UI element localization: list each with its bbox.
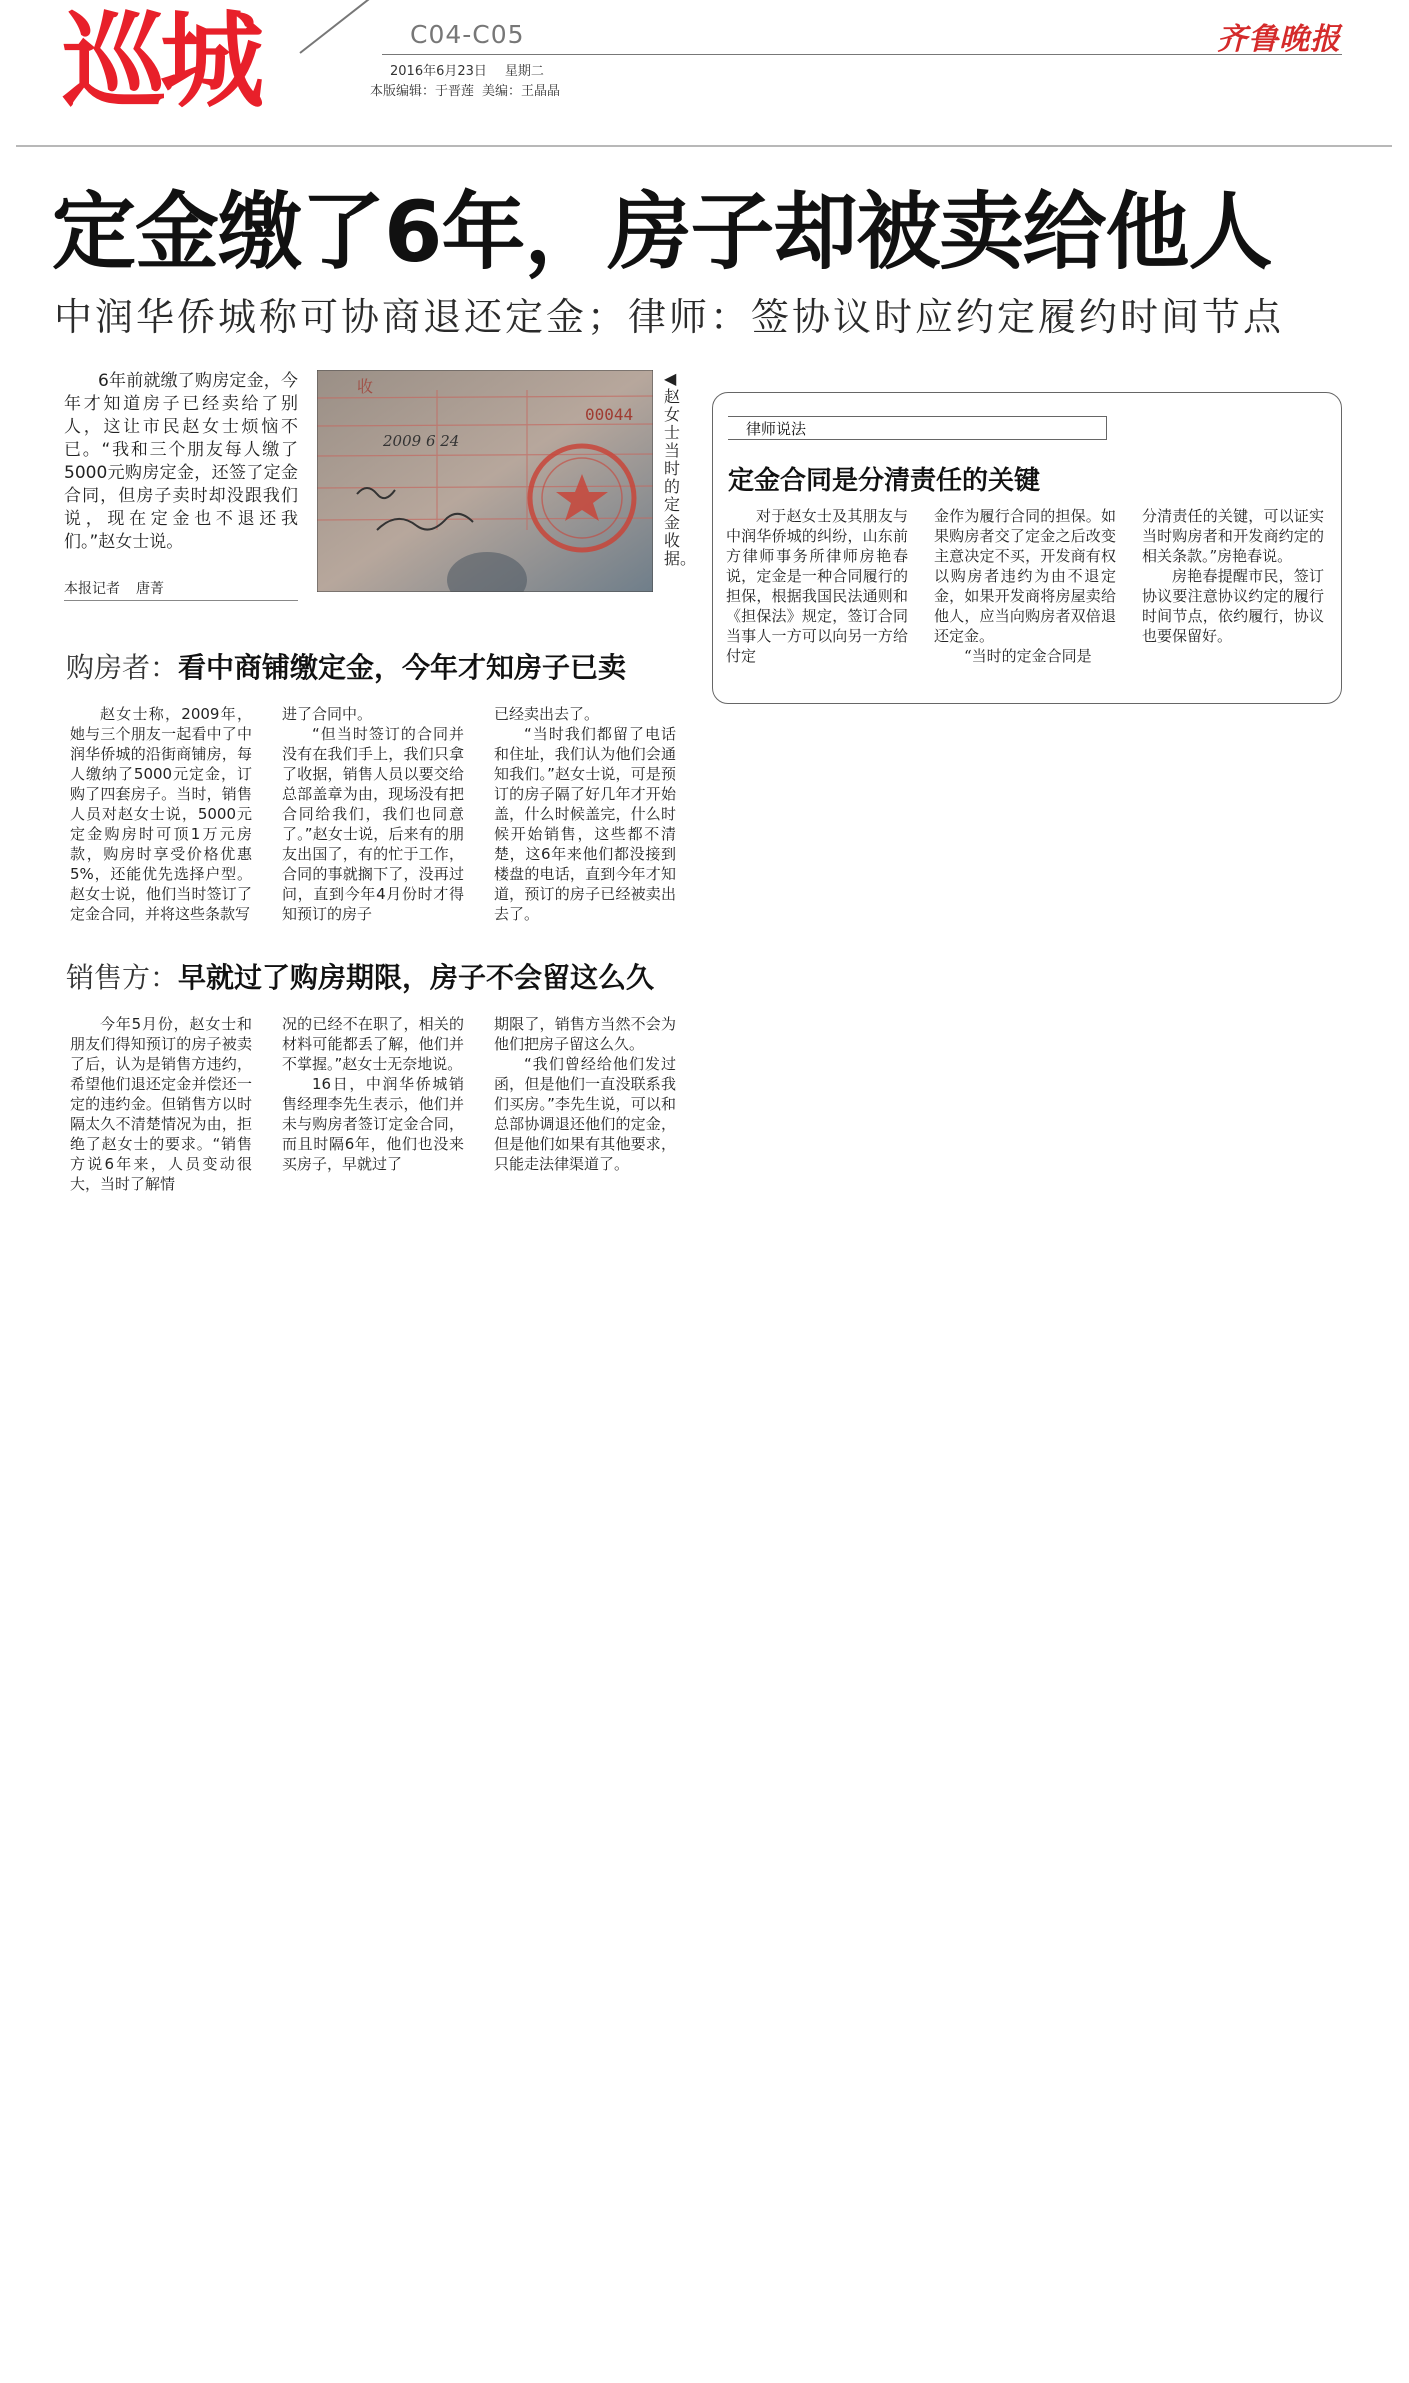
header-rule: [382, 54, 1342, 55]
subheadline: 中润华侨城称可协商退还定金；律师：签协议时应约定履约时间节点: [54, 295, 1285, 339]
section-1-column-2: 进了合同中。 “但当时签订的合同并没有在我们手上，我们只拿了收据，销售人员以要交给总部盖章为由，现场没有把合同给我们，我们也同意了。”赵女士说，后来有的朋友出国了，有的忙于工作，合同的事就搁下了，没再过问，直到今年4月份时才得知预订的房子: [282, 705, 464, 923]
section-2-column-3: 期限了，销售方当然不会为他们把房子留这么久。 “我们曾经给他们发过函，但是他们一直没联系我们买房。”李先生说，可以和总部协调退还他们的定金，但是他们如果有其他要求，只能走法律渠道了。: [494, 1015, 676, 1173]
sidebar-tag: 律师说法: [746, 420, 807, 438]
section-2-label: 销售方：: [66, 961, 179, 994]
lead-paragraph: 6年前就缴了购房定金，今年才知道房子已经卖给了别人，这让市民赵女士烦恼不已。“我和三个朋友每人缴了5000元购房定金，还签了定金合同，但房子卖时却没跟我们说，现在定金也不退还我们。”赵女士说。: [64, 371, 298, 552]
section-2-heading: [66, 956, 654, 996]
byline-rule: [64, 600, 298, 601]
paper-logo: 齐鲁晚报: [1217, 22, 1341, 57]
section-2-column-2: 况的已经不在职了，相关的材料可能都丢了解，他们并不掌握。”赵女士无奈地说。 16日，中润华侨城销售经理李先生表示，他们并未与购房者签订定金合同，而且时隔6年，他们也没来买房子，早就过了: [282, 1015, 464, 1173]
section-1-column-1: 赵女士称，2009年，她与三个朋友一起看中了中润华侨城的沿街商铺房，每人缴纳了5000元定金，订购了四套房子。当时，销售人员对赵女士说，5000元定金购房时可顶1万元房款，购房时享受价格优惠5%，还能优先选择户型。赵女士说，他们当时签订了定金合同，并将这些条款写: [70, 705, 252, 923]
art-editor: 美编：王晶晶: [482, 84, 561, 99]
receipt-date: 2009 6 24: [383, 432, 460, 450]
issue-date: 2016年6月23日: [390, 64, 487, 79]
byline-name: 唐菁: [136, 581, 164, 597]
receipt-label: 收: [357, 377, 374, 396]
section-1-heading: [66, 646, 626, 686]
byline-role: 本报记者: [64, 581, 120, 597]
sidebar-column-2: 金作为履行合同的担保。如果购房者交了定金之后改变主意决定不买，开发商有权以购房者违约为由不退定金，如果开发商将房屋卖给他人，应当向购房者双倍退还定金。 “当时的定金合同是: [934, 507, 1116, 665]
headline: 定金缴了6年，房子却被卖给他人: [52, 183, 1272, 281]
editor: 本版编辑：于晋莲: [370, 84, 475, 99]
editor-line: [370, 80, 568, 99]
receipt-number: 00044: [585, 405, 634, 424]
section-1-label: 购房者：: [66, 651, 179, 684]
header-slash-divider: [299, 0, 371, 54]
section-1-title: 看中商铺缴定金，今年才知房子已卖: [178, 651, 627, 684]
section-2-column-1: 今年5月份，赵女士和朋友们得知预订的房子被卖了后，认为是销售方违约，希望他们退还定金并偿还一定的违约金。但销售方以时隔太久不清楚情况为由，拒绝了赵女士的要求。“销售方说6年来，人员变动很大，当时了解情: [70, 1015, 252, 1193]
sidebar-title: 定金合同是分清责任的关键: [728, 466, 1041, 496]
section-2-title: 早就过了购房期限，房子不会留这么久: [178, 961, 655, 994]
top-rule: [16, 145, 1392, 147]
photo-caption: ◀赵女士当时的定金收据。: [664, 369, 697, 568]
weekday: 星期二: [504, 64, 544, 79]
sidebar-column-3: 分清责任的关键，可以证实当时购房者和开发商约定的相关条款。”房艳春说。 房艳春提醒市民，签订协议要注意协议约定的履行时间节点，依约履行，协议也要保留好。: [1142, 507, 1324, 645]
page-code: C04-C05: [410, 20, 525, 49]
sidebar-column-1: 对于赵女士及其朋友与中润华侨城的纠纷，山东前方律师事务所律师房艳春说，定金是一种合同履行的担保，根据我国民法通则和《担保法》规定，签订合同当事人一方可以向另一方给付定: [726, 507, 908, 665]
byline: [64, 578, 180, 598]
receipt-photo: [317, 370, 653, 592]
section-1-column-3: 已经卖出去了。 “当时我们都留了电话和住址，我们认为他们会通知我们。”赵女士说，可是预订的房子隔了好几年才开始盖，什么时候盖完，什么时候开始销售，这些都不清楚，这6年来他们都没接到楼盘的电话，直到今年才知道，预订的房子已经被卖出去了。: [494, 705, 676, 923]
date-line: [390, 60, 562, 79]
section-name: 巡城: [62, 0, 259, 122]
